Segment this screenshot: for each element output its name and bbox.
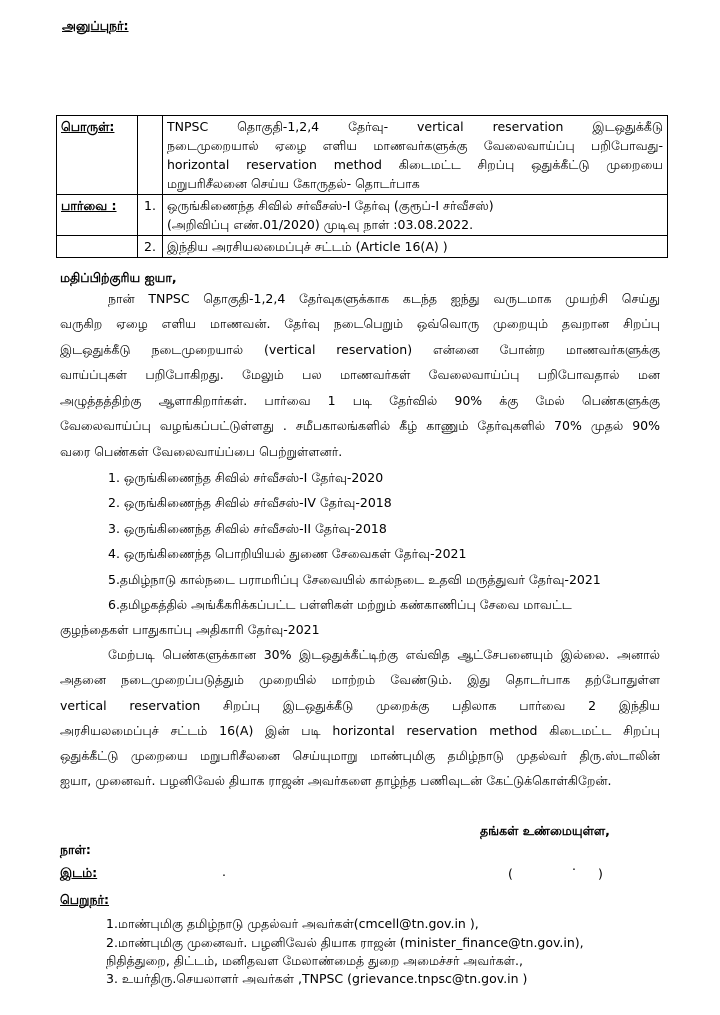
exam-item-1: 1. ஒருங்கிணைந்த சிவில் சர்வீசஸ்-I தேர்வு-2020 <box>108 470 384 485</box>
subject-num-cell <box>138 116 163 195</box>
subject-text-cell <box>163 116 668 195</box>
subject-line-3: horizontal reservation method கிடைமட்ட சிறப்பு ஒதுக்கீட்டு முறையை <box>167 157 663 172</box>
para1-line-7: வரை பெண்கள் வேலைவாய்ப்பை பெற்றுள்ளனர். <box>60 444 343 459</box>
subject-label-cell <box>57 116 138 195</box>
para2-line-2: அதனை நடைமுறைப்படுத்தும் முறையில் மாற்றம் வேண்டும். இது தொடர்பாக தற்போதுள்ள <box>60 672 660 687</box>
para2-line-1: மேற்படி பெண்களுக்கான 30% இடஒதுக்கீட்டிற்கு எவ்வித ஆட்சேபனையும் இல்லை. அனால் <box>108 647 660 662</box>
subject-row <box>57 116 668 195</box>
reference-label-cell <box>57 195 138 236</box>
subject-label: பொருள்: <box>61 119 115 134</box>
para2-line-3: vertical reservation சிறப்பு இடஒதுக்கீடு முறைக்கு பதிலாக பார்வை 2 இந்திய <box>60 698 660 713</box>
exam-item-2: 2. ஒருங்கிணைந்த சிவில் சர்வீசஸ்-IV தேர்வு-2018 <box>108 495 392 510</box>
para2-line-6: ஐயா, முனைவர். பழனிவேல் தியாக ராஜன் அவர்களை தாழ்ந்த பணிவுடன் கேட்டுக்கொள்கிறேன். <box>60 773 612 788</box>
para1-line-6: வேலைவாய்ப்பு வழங்கப்பட்டுள்ளது . சமீபகாலங்களில் கீழ் காணும் தேர்வுகளில் 70% முதல் 90% <box>60 418 660 433</box>
reference-2-text: இந்திய அரசியலமைப்புச் சட்டம் (Article 16(A) ) <box>167 239 448 254</box>
para1-line-1: நான் TNPSC தொகுதி-1,2,4 தேர்வுகளுக்காக கடந்த ஐந்து வருடமாக முயற்சி செய்து <box>108 291 660 306</box>
exam-item-6: 6.தமிழகத்தில் அங்கீகரிக்கப்பட்ட பள்ளிகள் மற்றும் கண்காணிப்பு சேவை மாவட்ட <box>108 597 572 612</box>
recipient-2-role: நிதித்துறை, திட்டம், மனிதவள மேலாண்மைத் துறை அமைச்சர் அவர்கள்., <box>106 953 524 968</box>
exam-item-5: 5.தமிழ்நாடு கால்நடை பராமரிப்பு சேவையில் கால்நடை உதவி மருத்துவர் தேர்வு-2021 <box>108 572 601 587</box>
para2-line-5: ஒதுக்கீட்டு முறையை மறுபரிசீலனை செய்யுமாறு மாண்புமிகு தமிழ்நாடு முதல்வர் திரு.ஸ்டாலின் <box>60 748 660 763</box>
subject-line-1: TNPSC தொகுதி-1,2,4 தேர்வு- vertical reservation இடஒதுக்கீடு <box>167 119 663 134</box>
reference-2-empty-cell <box>57 236 138 258</box>
subject-line-2: நடைமுறையால் ஏழை எளிய மாணவர்களுக்கு வேலைவாய்ப்பு பறிபோவது- <box>167 138 663 153</box>
para1-line-5: அழுத்தத்திற்கு ஆளாகிறார்கள். பார்வை 1 படி தேர்வில் 90% க்கு மேல் பெண்களுக்கு <box>60 393 660 408</box>
salutation: மதிப்பிற்குரிய ஐயா, <box>60 270 177 285</box>
exam-item-3: 3. ஒருங்கிணைந்த சிவில் சர்வீசஸ்-II தேர்வு-2018 <box>108 521 387 536</box>
recipients-label: பெறுநர்: <box>60 892 110 907</box>
reference-row-1 <box>57 195 668 236</box>
reference-row-2 <box>57 236 668 258</box>
reference-2-text-cell <box>163 236 668 258</box>
date-label: நாள்: <box>60 842 91 857</box>
reference-1-line-2: (அறிவிப்பு எண்.01/2020) முடிவு நாள் :03.08.2022. <box>167 217 474 232</box>
subject-line-4: மறுபரிசீலனை செய்ய கோருதல்- தொடர்பாக <box>167 176 420 191</box>
recipient-3: 3. உயர்திரு.செயலாளர் அவர்கள் ,TNPSC (grievance.tnpsc@tn.gov.in ) <box>106 971 528 986</box>
signature-close-paren: ) <box>598 866 603 881</box>
para1-line-3: இடஒதுக்கீடு நடைமுறையால் (vertical reservation) என்னை போன்ற மாணவர்களுக்கு <box>60 342 660 357</box>
exam-item-4: 4. ஒருங்கிணைந்த பொறியியல் துணை சேவைகள் தேர்வு-2021 <box>108 546 467 561</box>
reference-1-num: 1. <box>138 195 163 236</box>
para1-line-2: வருகிற ஏழை எளிய மாணவன். தேர்வு நடைபெறும் ஒவ்வொரு முறையும் தவறான சிறப்பு <box>60 316 660 331</box>
signature-open-paren: ( <box>508 866 513 881</box>
sender-label: அனுப்புநர்: <box>62 18 129 33</box>
reference-2-num: 2. <box>138 236 163 258</box>
exam-item-6-cont: குழந்தைகள் பாதுகாப்பு அதிகாரி தேர்வு-2021 <box>60 622 320 637</box>
closing: தங்கள் உண்மையுள்ள, <box>480 823 610 838</box>
para1-line-4: வாய்ப்புகள் பறிபோகிறது. மேலும் பல மாணவர்கள் வேலைவாய்ப்பு பறிபோவதால் மன <box>60 367 660 382</box>
subject-reference-table <box>56 115 668 258</box>
signature-dot: . <box>572 858 576 873</box>
place-dot: . <box>222 864 226 879</box>
recipient-2: 2.மாண்புமிகு முனைவர். பழனிவேல் தியாக ராஜன் (minister_finance@tn.gov.in), <box>106 935 584 950</box>
recipient-1: 1.மாண்புமிகு தமிழ்நாடு முதல்வர் அவர்கள்(cmcell@tn.gov.in ), <box>106 916 479 931</box>
para2-line-4: அரசியலமைப்புச் சட்டம் 16(A) இன் படி horizontal reservation method கிடைமட்ட சிறப்பு <box>60 723 660 738</box>
place-label: இடம்: <box>60 865 98 880</box>
reference-1-line-1: ஒருங்கிணைந்த சிவில் சர்வீசஸ்-I தேர்வு (குரூப்-I சர்வீசஸ்) <box>167 198 494 213</box>
reference-1-text-cell <box>163 195 668 236</box>
reference-label: பார்வை : <box>61 198 117 213</box>
